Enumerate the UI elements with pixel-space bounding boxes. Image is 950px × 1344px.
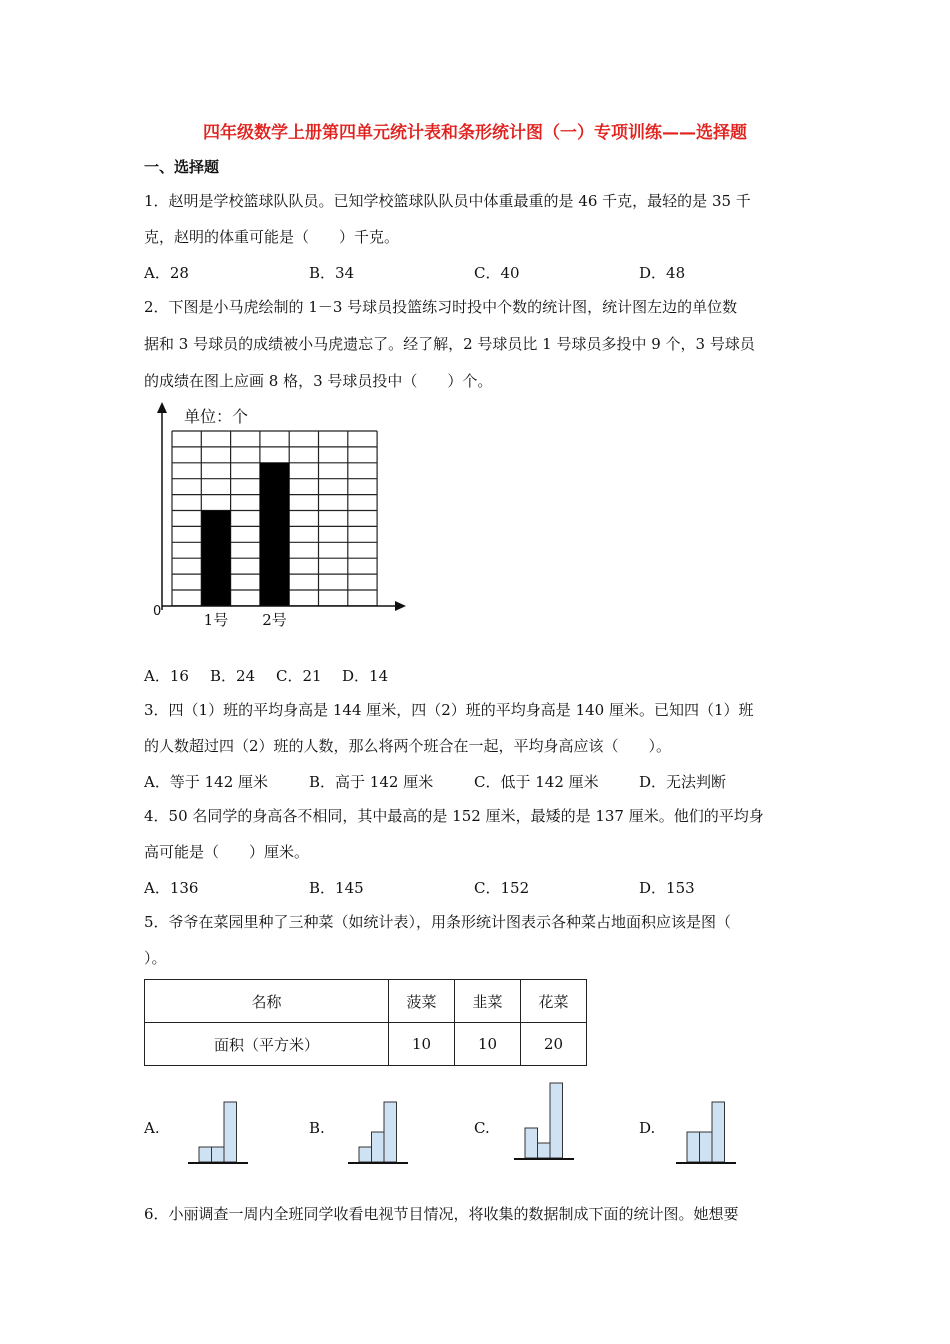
q1-option-d: D．48 xyxy=(639,264,686,282)
chart-bars xyxy=(201,463,289,606)
q2-option-c: C．21 xyxy=(276,667,322,685)
option-bar xyxy=(384,1102,397,1162)
option-bar xyxy=(687,1132,700,1162)
section-heading: 一、选择题 xyxy=(144,158,220,176)
q3-option-d: D．无法判断 xyxy=(639,773,727,791)
q4-option-a: A．136 xyxy=(144,879,199,897)
q1-option-a: A．28 xyxy=(144,264,189,282)
x-axis-arrow xyxy=(395,601,406,611)
q1-option-c: C．40 xyxy=(474,264,520,282)
q1-option-b: B．34 xyxy=(309,264,355,282)
table-cell: 10 xyxy=(455,1023,521,1066)
x-tick-label: 1号 xyxy=(203,610,229,629)
q4-line-1: 4．50 名同学的身高各不相同，其中最高的是 152 厘米，最矮的是 137 厘米。他们的平均身 xyxy=(144,807,764,825)
table-cell: 10 xyxy=(389,1023,455,1066)
option-bar xyxy=(700,1132,713,1162)
vegetable-area-table xyxy=(144,979,587,1066)
q5-option-a-label: A. xyxy=(144,1119,160,1137)
option-bar xyxy=(550,1083,563,1158)
q3-option-b: B．高于 142 厘米 xyxy=(309,773,434,791)
q4-option-b: B．145 xyxy=(309,879,364,897)
q4-option-d: D．153 xyxy=(639,879,695,897)
table-header-cell: 花菜 xyxy=(521,980,587,1023)
option-bar xyxy=(359,1147,372,1162)
chart-origin-label: 0 xyxy=(153,604,162,619)
table-row xyxy=(145,1023,587,1066)
q2-option-a: A．16 xyxy=(144,667,189,685)
chart-x-labels xyxy=(204,611,287,629)
option-bar xyxy=(212,1147,225,1162)
q5-option-b-chart xyxy=(346,1078,412,1168)
q1-line-2: 克，赵明的体重可能是（ ）千克。 xyxy=(144,228,400,246)
bar-player-1 xyxy=(201,511,230,606)
q4-line-2: 高可能是（ ）厘米。 xyxy=(144,843,310,861)
table-header-cell: 名称 xyxy=(145,980,389,1023)
page-title: 四年级数学上册第四单元统计表和条形统计图（一）专项训练——选择题 xyxy=(203,123,747,143)
q5-option-c-label: C. xyxy=(474,1119,490,1137)
q2-line-1: 2．下图是小马虎绘制的 1－3 号球员投篮练习时投中个数的统计图，统计图左边的单位数 xyxy=(144,298,738,316)
y-axis-arrow xyxy=(157,402,167,413)
chart-unit-label: 单位：个 xyxy=(184,407,249,426)
q5-line-1: 5．爷爷在菜园里种了三种菜（如统计表），用条形统计图表示各种菜占地面积应该是图（ xyxy=(144,913,732,931)
table-cell: 面积（平方米） xyxy=(145,1023,389,1066)
option-bar xyxy=(538,1143,551,1158)
q5-option-d-label: D. xyxy=(639,1119,656,1137)
option-bar xyxy=(224,1102,237,1162)
q2-line-2: 据和 3 号球员的成绩被小马虎遗忘了。经了解，2 号球员比 1 号球员多投中 9 个，3 号球员 xyxy=(144,335,755,353)
q3-option-a: A．等于 142 厘米 xyxy=(144,773,268,791)
q5-option-a-chart xyxy=(186,1078,252,1168)
q5-option-c-chart xyxy=(512,1074,578,1164)
option-bar xyxy=(525,1128,538,1158)
option-bar xyxy=(712,1102,725,1162)
q6-line-1: 6．小丽调查一周内全班同学收看电视节目情况，将收集的数据制成下面的统计图。她想要 xyxy=(144,1205,739,1223)
option-bar xyxy=(372,1132,385,1162)
q5-line-2: ）。 xyxy=(144,949,167,967)
q2-bar-chart xyxy=(140,400,420,635)
q2-option-d: D．14 xyxy=(342,667,389,685)
bar-player-2 xyxy=(260,463,289,606)
q3-line-2: 的人数超过四（2）班的人数，那么将两个班合在一起，平均身高应该（ ）。 xyxy=(144,737,672,755)
table-cell: 20 xyxy=(521,1023,587,1066)
q5-option-b-label: B. xyxy=(309,1119,325,1137)
table-header-cell: 韭菜 xyxy=(455,980,521,1023)
q5-option-d-chart xyxy=(674,1078,740,1168)
q2-line-3: 的成绩在图上应画 8 格，3 号球员投中（ ）个。 xyxy=(144,372,493,390)
table-header-cell: 菠菜 xyxy=(389,980,455,1023)
q1-line-1: 1．赵明是学校篮球队队员。已知学校篮球队队员中体重最重的是 46 千克，最轻的是 35 千 xyxy=(144,192,751,210)
q2-option-b: B．24 xyxy=(210,667,256,685)
q3-option-c: C．低于 142 厘米 xyxy=(474,773,599,791)
q3-line-1: 3．四（1）班的平均身高是 144 厘米，四（2）班的平均身高是 140 厘米。已知四（1）班 xyxy=(144,701,754,719)
option-bar xyxy=(199,1147,212,1162)
table-header-row xyxy=(145,980,587,1023)
q4-option-c: C．152 xyxy=(474,879,530,897)
x-tick-label: 2号 xyxy=(262,610,287,629)
